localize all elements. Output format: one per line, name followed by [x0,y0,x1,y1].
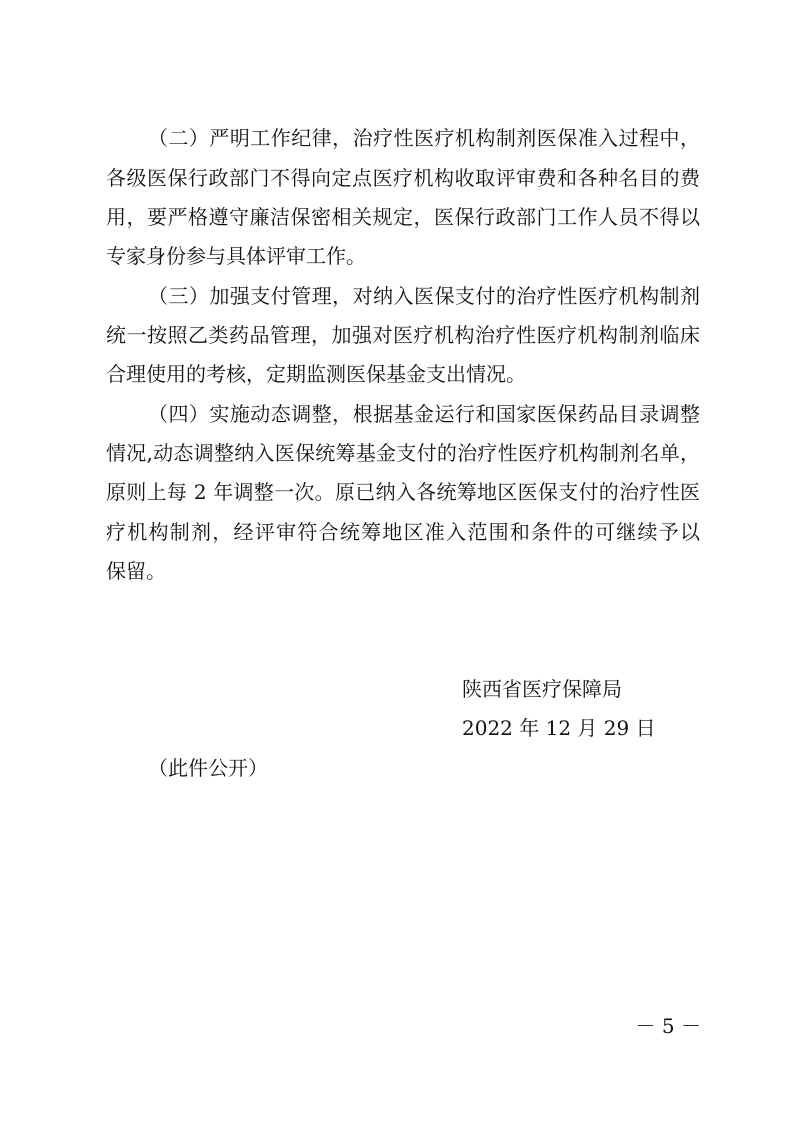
paragraph-3-line-4: 疗机构制剂，经评审符合统筹地区准入范围和条件的可继续予以 [106,520,700,544]
signature-organization: 陕西省医疗保障局 [462,677,622,701]
signature-date: 2022 年 12 月 29 日 [462,716,656,740]
paragraph-3-line-3: 原则上每 2 年调整一次。原已纳入各统筹地区医保支付的治疗性医 [106,480,700,504]
paragraph-3-line-5: 保留。 [106,559,166,583]
disclosure-note: （此件公开） [148,756,268,780]
paragraph-1-line-2: 各级医保行政部门不得向定点医疗机构收取评审费和各种名目的费 [106,166,700,190]
paragraph-1-line-4: 专家身份参与具体评审工作。 [106,244,366,268]
paragraph-2-line-1: （三）加强支付管理，对纳入医保支付的治疗性医疗机构制剂 [148,284,700,308]
paragraph-3-line-2: 情况,动态调整纳入医保统筹基金支付的治疗性医疗机构制剂名单， [106,441,700,465]
paragraph-1-line-1: （二）严明工作纪律，治疗性医疗机构制剂医保准入过程中， [148,126,700,150]
paragraph-1-line-3: 用，要严格遵守廉洁保密相关规定，医保行政部门工作人员不得以 [106,205,700,229]
paragraph-2-line-3: 合理使用的考核，定期监测医保基金支出情况。 [106,362,526,386]
paragraph-3-line-1: （四）实施动态调整，根据基金运行和国家医保药品目录调整 [148,402,700,426]
paragraph-2-line-2: 统一按照乙类药品管理，加强对医疗机构治疗性医疗机构制剂临床 [106,323,700,347]
page-number: － 5 － [635,1014,701,1038]
